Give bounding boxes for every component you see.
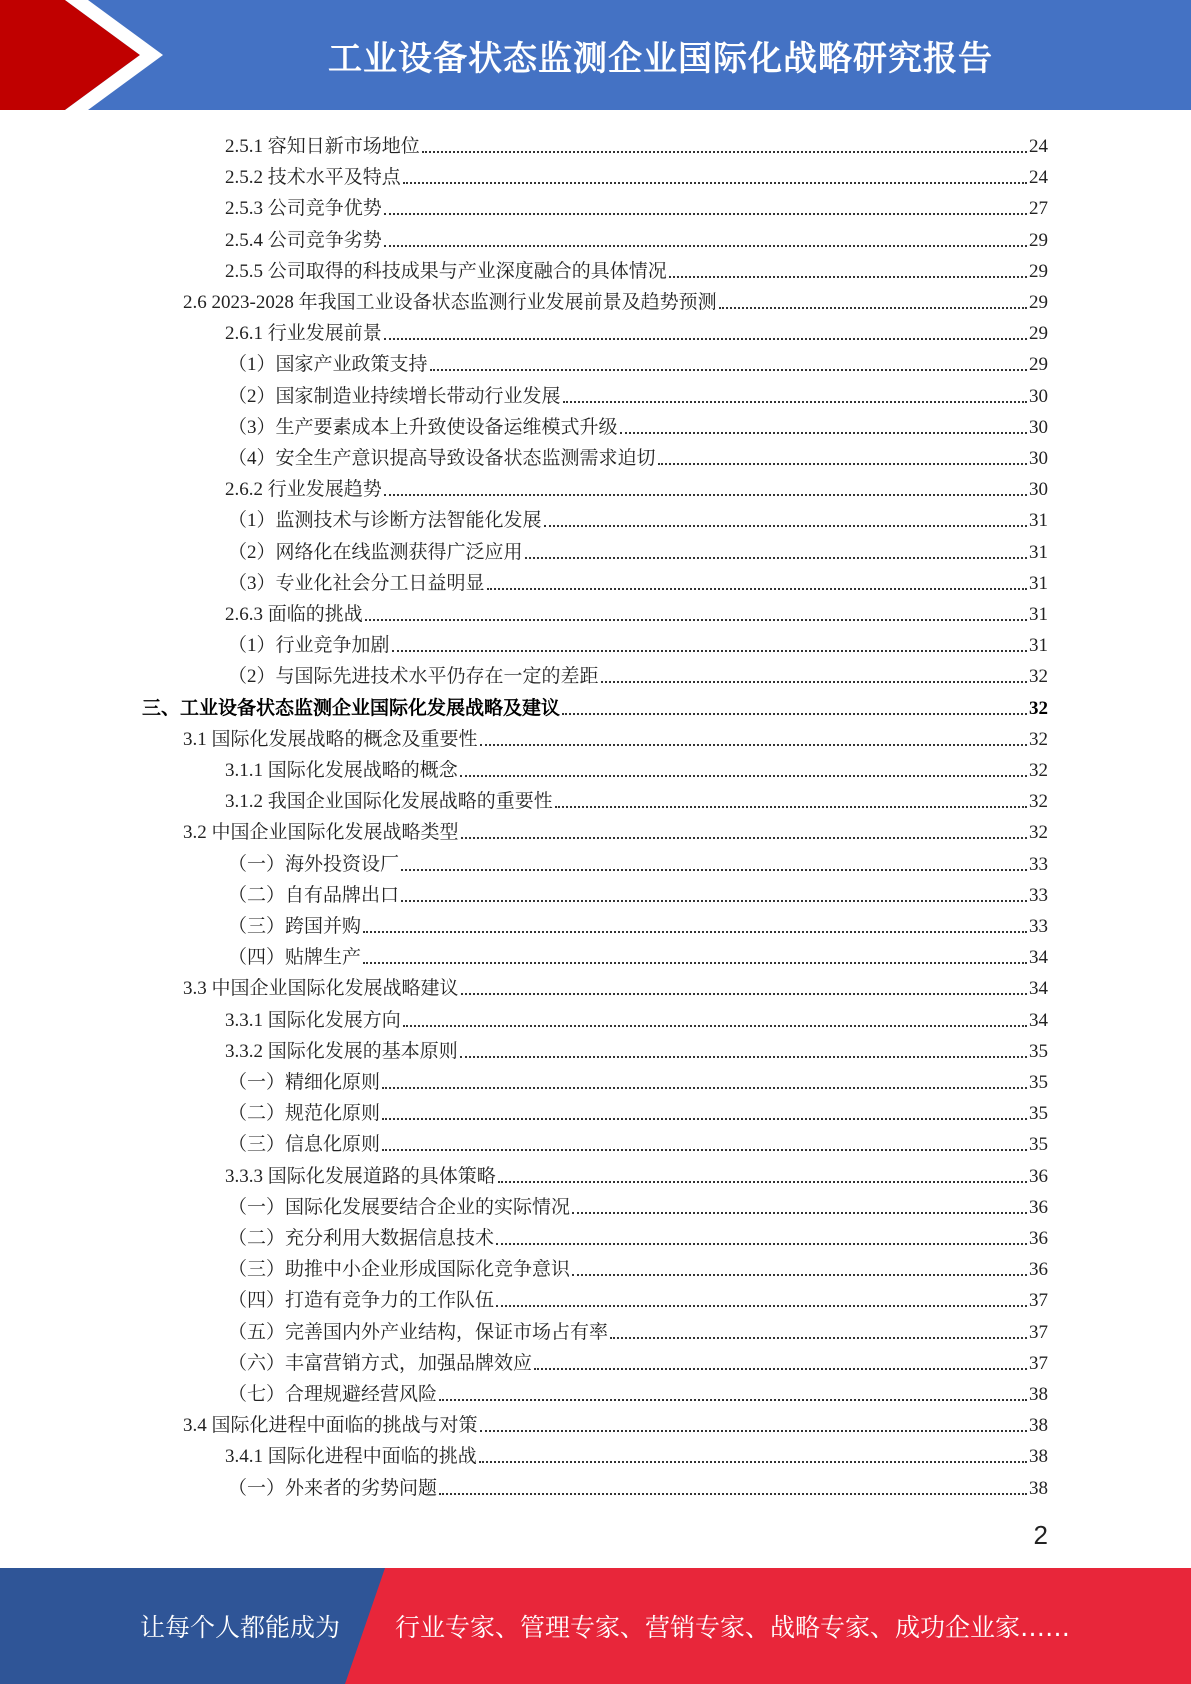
toc-dot-leader xyxy=(572,1273,1027,1276)
toc-entry[interactable] xyxy=(228,845,1048,876)
footer-slogan-left: 让每个人都能成为 xyxy=(139,1613,340,1642)
toc-entry[interactable] xyxy=(225,782,1048,813)
footer-banner xyxy=(0,1568,1191,1684)
toc-entry[interactable] xyxy=(228,1219,1048,1250)
toc-dot-leader xyxy=(384,493,1027,496)
toc-entry[interactable] xyxy=(228,1063,1048,1094)
toc-entry-label: 2.6.2 行业发展趋势 xyxy=(225,479,382,501)
toc-dot-leader xyxy=(534,1367,1027,1370)
toc-entry-label: 3.3.2 国际化发展的基本原则 xyxy=(225,1040,458,1062)
toc-dot-leader xyxy=(572,1211,1027,1214)
toc-entry-page: 38 xyxy=(1029,1477,1048,1499)
toc-dot-leader xyxy=(460,774,1027,777)
toc-dot-leader xyxy=(601,680,1027,683)
toc-dot-leader xyxy=(555,805,1027,808)
toc-entry[interactable] xyxy=(228,938,1048,969)
toc-entry[interactable] xyxy=(183,283,1048,314)
toc-entry[interactable] xyxy=(228,345,1048,376)
toc-entry-page: 29 xyxy=(1029,260,1048,282)
toc-entry[interactable] xyxy=(225,751,1048,782)
toc-dot-leader xyxy=(382,1117,1027,1120)
toc-entry-label: （一）海外投资设厂 xyxy=(228,853,400,875)
toc-dot-leader xyxy=(496,1242,1027,1245)
toc-entry[interactable] xyxy=(228,626,1048,657)
toc-dot-leader xyxy=(365,618,1027,621)
toc-entry-label: 2.6 2023-2028 年我国工业设备状态监测行业发展前景及趋势预测 xyxy=(183,292,717,313)
toc-entry-page: 33 xyxy=(1029,916,1048,937)
toc-entry[interactable] xyxy=(228,1188,1048,1219)
toc-entry[interactable] xyxy=(183,813,1048,844)
toc-entry-page: 24 xyxy=(1029,136,1048,157)
toc-entry[interactable] xyxy=(228,1375,1048,1406)
toc-entry-page: 38 xyxy=(1029,1384,1048,1405)
toc-entry-label: （四）打造有竞争力的工作队伍 xyxy=(228,1290,495,1312)
toc-entry-label: 3.1 国际化发展战略的概念及重要性 xyxy=(183,728,478,750)
toc-entry-page: 32 xyxy=(1029,697,1048,719)
toc-entry[interactable] xyxy=(225,252,1048,283)
toc-dot-leader xyxy=(480,1429,1027,1432)
toc-entry-label: （三）跨国并购 xyxy=(228,916,362,937)
toc-entry[interactable] xyxy=(225,314,1048,345)
toc-entry-label: （1）行业竞争加剧 xyxy=(228,635,390,657)
toc-entry[interactable] xyxy=(228,439,1048,470)
toc-dot-leader xyxy=(430,368,1027,371)
toc-entry-page: 29 xyxy=(1029,229,1048,251)
toc-dot-leader xyxy=(384,244,1027,247)
toc-entry-label: 三、工业设备状态监测企业国际化发展战略及建议 xyxy=(142,697,561,719)
toc-entry-page: 32 xyxy=(1029,791,1048,813)
toc-entry-page: 33 xyxy=(1029,853,1048,875)
toc-entry-label: 2.5.3 公司竞争优势 xyxy=(225,198,382,220)
toc-entry-label: （1）国家产业政策支持 xyxy=(228,354,428,376)
toc-entry-page: 29 xyxy=(1029,323,1048,345)
toc-entry-label: 3.4.1 国际化进程中面临的挑战 xyxy=(225,1446,477,1468)
toc-dot-leader xyxy=(658,462,1027,465)
toc-entry[interactable] xyxy=(183,720,1048,751)
toc-entry[interactable] xyxy=(225,1032,1048,1063)
toc-entry-page: 31 xyxy=(1029,572,1048,594)
toc-entry-page: 37 xyxy=(1029,1352,1048,1374)
toc-entry[interactable] xyxy=(228,1250,1048,1281)
toc-entry[interactable] xyxy=(225,189,1048,220)
toc-entry-page: 29 xyxy=(1029,292,1048,313)
toc-entry[interactable] xyxy=(228,564,1048,595)
header-banner xyxy=(0,0,1191,110)
toc-entry-label: （一）外来者的劣势问题 xyxy=(228,1477,438,1499)
toc-entry-label: （五）完善国内外产业结构，保证市场占有率 xyxy=(228,1321,609,1343)
toc-entry[interactable] xyxy=(225,1437,1048,1468)
toc-dot-leader xyxy=(392,649,1027,652)
toc-entry-page: 29 xyxy=(1029,354,1048,376)
toc-entry-page: 24 xyxy=(1029,167,1048,189)
toc-entry-page: 31 xyxy=(1029,635,1048,657)
toc-dot-leader xyxy=(403,181,1027,184)
toc-entry-page: 35 xyxy=(1029,1134,1048,1156)
toc-entry-label: （二）自有品牌出口 xyxy=(228,884,400,906)
toc-entry-label: （3）专业化社会分工日益明显 xyxy=(228,572,485,594)
toc-entry[interactable] xyxy=(142,689,1048,720)
toc-entry-page: 30 xyxy=(1029,416,1048,438)
toc-entry[interactable] xyxy=(228,1469,1048,1500)
toc-entry-page: 37 xyxy=(1029,1321,1048,1343)
toc-entry-label: 3.2 中国企业国际化发展战略类型 xyxy=(183,822,459,844)
toc-entry-label: （三）助推中小企业形成国际化竞争意识 xyxy=(228,1259,571,1281)
toc-entry-label: （六）丰富营销方式，加强品牌效应 xyxy=(228,1352,533,1374)
toc-entry[interactable] xyxy=(228,1094,1048,1125)
toc-entry[interactable] xyxy=(183,1406,1048,1437)
toc-entry-label: （2）国家制造业持续增长带动行业发展 xyxy=(228,385,561,407)
toc-entry-label: （一）精细化原则 xyxy=(228,1072,381,1093)
toc-entry-label: （三）信息化原则 xyxy=(228,1134,381,1156)
toc-entry-page: 37 xyxy=(1029,1290,1048,1312)
toc-dot-leader xyxy=(384,212,1027,215)
toc-dot-leader xyxy=(610,1336,1027,1339)
toc-entry-label: 2.5.5 公司取得的科技成果与产业深度融合的具体情况 xyxy=(225,260,667,282)
toc-dot-leader xyxy=(719,306,1027,309)
toc-entry-page: 34 xyxy=(1029,1009,1048,1031)
toc-entry[interactable] xyxy=(225,127,1048,158)
toc-entry-page: 32 xyxy=(1029,666,1048,688)
toc-entry[interactable] xyxy=(225,595,1048,626)
toc-entry[interactable] xyxy=(228,377,1048,408)
toc-dot-leader xyxy=(401,868,1027,871)
toc-dot-leader xyxy=(363,961,1027,964)
toc-entry-label: 2.5.1 容知日新市场地位 xyxy=(225,136,420,157)
toc-entry[interactable] xyxy=(228,1125,1048,1156)
toc-entry[interactable] xyxy=(225,1157,1048,1188)
toc-entry-page: 32 xyxy=(1029,822,1048,844)
toc-dot-leader xyxy=(669,275,1027,278)
toc-dot-leader xyxy=(401,899,1027,902)
toc-entry-label: 2.5.2 技术水平及特点 xyxy=(225,167,401,189)
footer-slogan-right: 行业专家、管理专家、营销专家、战略专家、成功企业家…… xyxy=(395,1613,1071,1642)
toc-entry-label: 2.6.1 行业发展前景 xyxy=(225,323,382,345)
toc-entry-page: 36 xyxy=(1029,1228,1048,1249)
toc-dot-leader xyxy=(382,1148,1027,1151)
toc-entry-label: 2.5.4 公司竞争劣势 xyxy=(225,229,382,251)
toc-entry-page: 34 xyxy=(1029,978,1048,1000)
toc-dot-leader xyxy=(382,1086,1027,1089)
toc-entry[interactable] xyxy=(225,221,1048,252)
toc-dot-leader xyxy=(562,712,1027,715)
toc-entry-label: （3）生产要素成本上升致使设备运维模式升级 xyxy=(228,416,618,438)
toc-dot-leader xyxy=(363,930,1027,933)
toc-entry-label: 3.1.1 国际化发展战略的概念 xyxy=(225,760,458,781)
toc-dot-leader xyxy=(487,587,1027,590)
toc-dot-leader xyxy=(563,400,1027,403)
toc-dot-leader xyxy=(460,1055,1027,1058)
toc-dot-leader xyxy=(479,1460,1027,1463)
toc-entry-page: 38 xyxy=(1029,1446,1048,1468)
toc-entry-label: 3.4 国际化进程中面临的挑战与对策 xyxy=(183,1415,478,1437)
toc-entry-page: 38 xyxy=(1029,1415,1048,1437)
toc-entry[interactable] xyxy=(228,533,1048,564)
toc-entry-page: 36 xyxy=(1029,1259,1048,1281)
toc-entry-label: （2）网络化在线监测获得广泛应用 xyxy=(228,541,523,563)
document-title: 工业设备状态监测企业国际化战略研究报告 xyxy=(328,38,993,79)
toc-entry-page: 32 xyxy=(1029,728,1048,750)
toc-entry-label: （1）监测技术与诊断方法智能化发展 xyxy=(228,510,542,532)
toc-dot-leader xyxy=(461,836,1027,839)
toc-dot-leader xyxy=(525,556,1027,559)
toc-entry[interactable] xyxy=(228,1281,1048,1312)
toc-entry-label: 3.1.2 我国企业国际化发展战略的重要性 xyxy=(225,791,553,813)
toc-entry-page: 27 xyxy=(1029,198,1048,220)
toc-entry-label: 2.6.3 面临的挑战 xyxy=(225,604,363,625)
toc-entry[interactable] xyxy=(225,158,1048,189)
toc-dot-leader xyxy=(496,1304,1027,1307)
toc-entry-label: （二）充分利用大数据信息技术 xyxy=(228,1228,495,1249)
toc-dot-leader xyxy=(620,431,1027,434)
toc-dot-leader xyxy=(422,150,1027,153)
toc-entry-page: 30 xyxy=(1029,448,1048,469)
toc-entry-label: 3.3.3 国际化发展道路的具体策略 xyxy=(225,1165,496,1187)
toc-entry[interactable] xyxy=(228,408,1048,439)
toc-entry-page: 30 xyxy=(1029,385,1048,407)
toc-entry-label: （二）规范化原则 xyxy=(228,1103,381,1125)
toc-dot-leader xyxy=(439,1492,1027,1495)
toc-entry-page: 31 xyxy=(1029,541,1048,563)
toc-entry-label: （2）与国际先进技术水平仍存在一定的差距 xyxy=(228,666,599,688)
toc-entry[interactable] xyxy=(225,1001,1048,1032)
toc-entry-page: 35 xyxy=(1029,1072,1048,1093)
toc-entry[interactable] xyxy=(228,1344,1048,1375)
toc-entry-page: 33 xyxy=(1029,884,1048,906)
toc-entry-page: 30 xyxy=(1029,479,1048,501)
toc-entry[interactable] xyxy=(225,470,1048,501)
toc-entry[interactable] xyxy=(228,657,1048,688)
toc-entry-page: 32 xyxy=(1029,760,1048,781)
toc-dot-leader xyxy=(544,524,1027,527)
toc-entry[interactable] xyxy=(228,876,1048,907)
toc-entry-page: 36 xyxy=(1029,1165,1048,1187)
toc-entry-label: （一）国际化发展要结合企业的实际情况 xyxy=(228,1196,571,1218)
toc-entry-label: （4）安全生产意识提高导致设备状态监测需求迫切 xyxy=(228,448,656,469)
toc-dot-leader xyxy=(439,1398,1027,1401)
toc-entry-page: 35 xyxy=(1029,1103,1048,1125)
toc-dot-leader xyxy=(461,992,1027,995)
toc-entry[interactable] xyxy=(228,501,1048,532)
toc-entry-page: 34 xyxy=(1029,947,1048,969)
toc-dot-leader xyxy=(498,1180,1027,1183)
toc-entry-page: 36 xyxy=(1029,1196,1048,1218)
toc-entry[interactable] xyxy=(183,969,1048,1000)
toc-entry-label: （四）贴牌生产 xyxy=(228,947,362,969)
toc-entry-label: 3.3 中国企业国际化发展战略建议 xyxy=(183,978,459,1000)
toc-entry-page: 35 xyxy=(1029,1040,1048,1062)
toc-entry[interactable] xyxy=(228,907,1048,938)
toc-entry[interactable] xyxy=(228,1313,1048,1344)
page-number: 2 xyxy=(1033,1520,1048,1550)
toc-dot-leader xyxy=(384,337,1027,340)
toc-dot-leader xyxy=(480,743,1027,746)
toc-entry-page: 31 xyxy=(1029,604,1048,625)
toc-entry-page: 31 xyxy=(1029,510,1048,532)
toc-entry-label: 3.3.1 国际化发展方向 xyxy=(225,1009,401,1031)
toc-entry-label: （七）合理规避经营风险 xyxy=(228,1384,438,1405)
toc-dot-leader xyxy=(403,1024,1027,1027)
